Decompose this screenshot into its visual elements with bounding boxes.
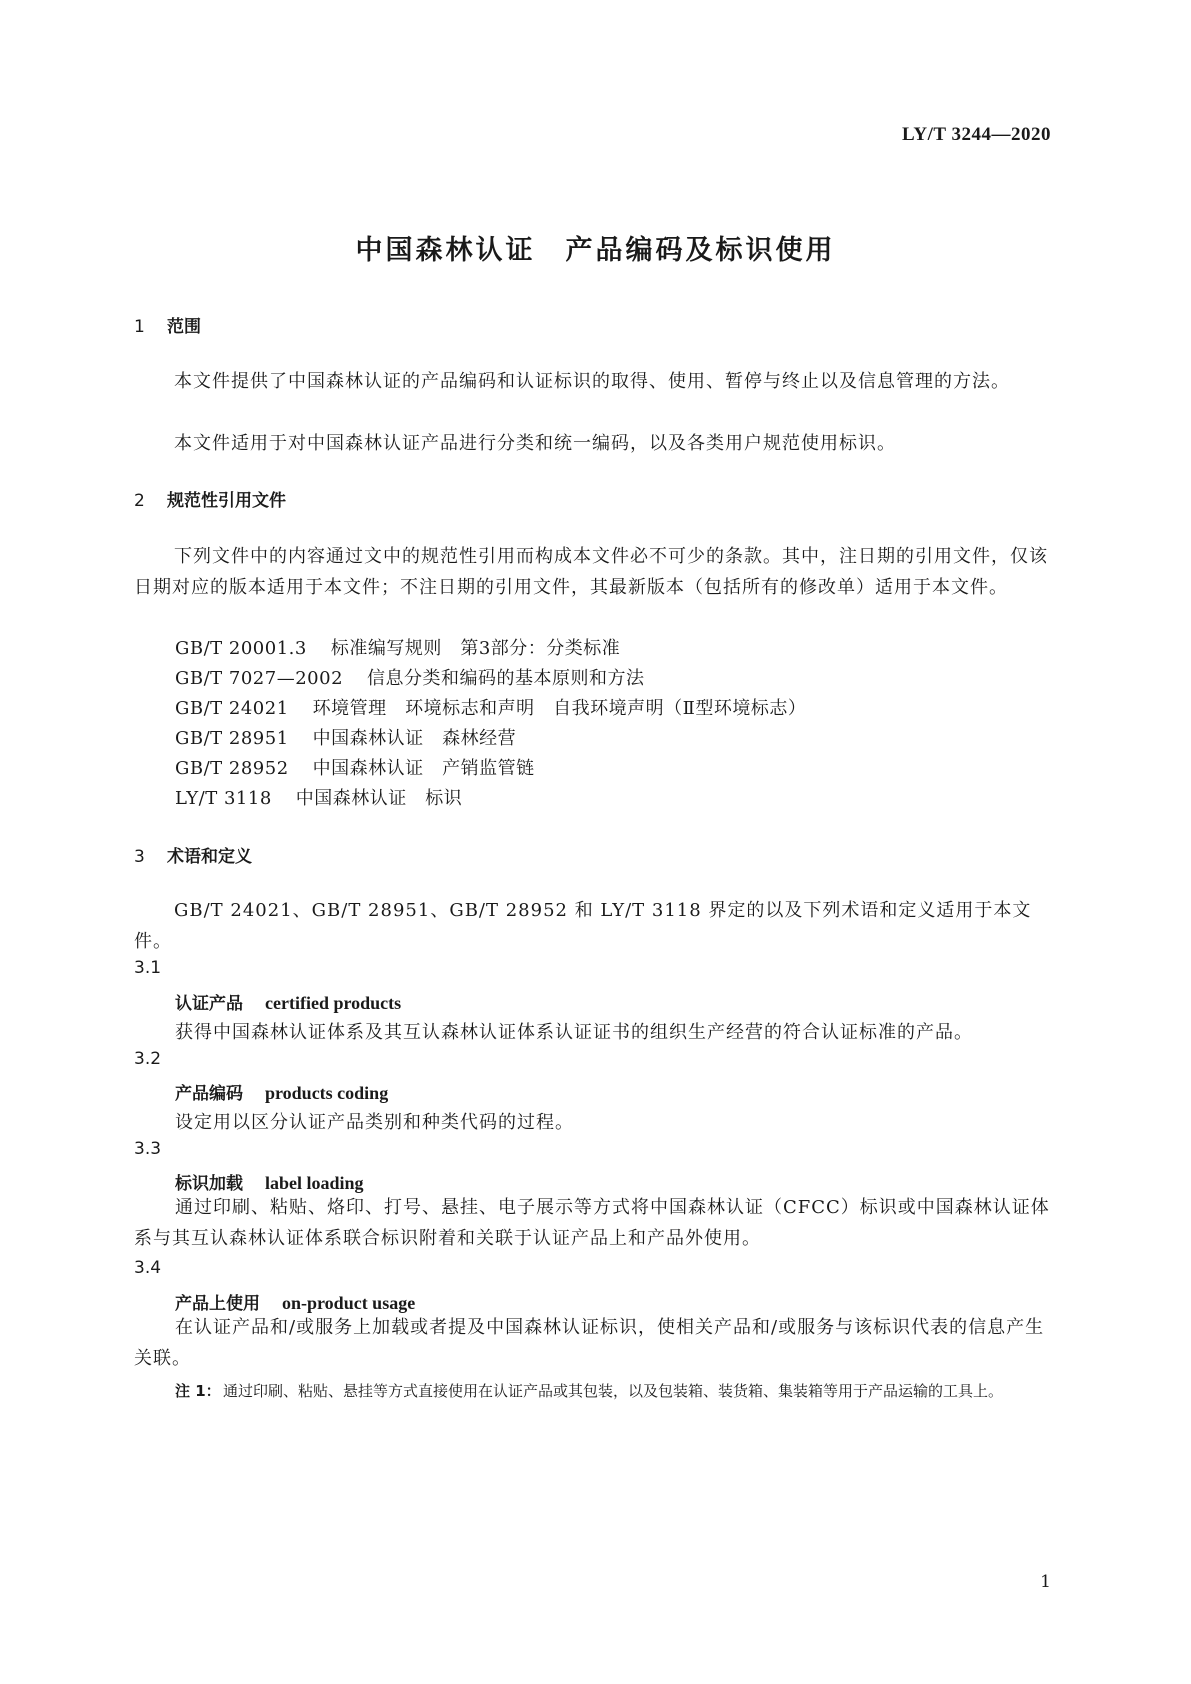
section-title: 规范性引用文件	[167, 491, 286, 511]
term-en: label loading	[265, 1173, 364, 1193]
term-heading	[175, 989, 401, 1014]
term-en: on-product usage	[282, 1293, 416, 1313]
reference-code: GB/T 28951	[175, 728, 289, 749]
term-zh: 产品编码	[175, 1084, 243, 1104]
reference-item	[175, 634, 620, 660]
note-label: 注 1：	[175, 1382, 221, 1400]
term-number: 3.2	[134, 1049, 162, 1069]
reference-code: GB/T 24021	[175, 698, 289, 719]
term-heading	[175, 1289, 415, 1314]
section-3-heading	[134, 842, 252, 867]
term-definition: 在认证产品和/或服务上加载或者提及中国森林认证标识，使相关产品和/或服务与该标识代表的信息产生关联。	[134, 1317, 1045, 1369]
term-number: 3.3	[134, 1139, 162, 1159]
term-en: products coding	[265, 1083, 389, 1103]
term-zh: 产品上使用	[175, 1294, 260, 1314]
reference-item	[175, 664, 645, 690]
term-number: 3.1	[134, 958, 162, 978]
term-heading	[175, 1169, 364, 1194]
page-title: 中国森林认证 产品编码及标识使用	[355, 235, 836, 266]
section-title: 术语和定义	[167, 847, 252, 867]
section-1-heading	[134, 312, 201, 337]
section-1-paragraph-2: 本文件适用于对中国森林认证产品进行分类和统一编码，以及各类用户规范使用标识。	[174, 433, 896, 454]
section-number: 1	[134, 317, 145, 337]
term-zh: 认证产品	[175, 994, 243, 1014]
reference-item	[175, 694, 806, 720]
reference-title: 环境管理 环境标志和声明 自我环境声明（Ⅱ型环境标志）	[312, 698, 807, 719]
term-heading	[175, 1079, 388, 1104]
reference-title: 中国森林认证 产销监管链	[312, 758, 535, 779]
term-number: 3.4	[134, 1258, 162, 1278]
section-3-intro: GB/T 24021、GB/T 28951、GB/T 28952 和 LY/T 3118 界定的以及下列术语和定义适用于本文件。	[134, 900, 1032, 952]
reference-code: LY/T 3118	[175, 788, 272, 809]
reference-title: 信息分类和编码的基本原则和方法	[367, 668, 645, 689]
section-title: 范围	[167, 317, 201, 337]
note-text: 通过印刷、粘贴、悬挂等方式直接使用在认证产品或其包装，以及包装箱、装货箱、集装箱等用于产品运输的工具上。	[223, 1382, 1004, 1400]
section-1-paragraph-1: 本文件提供了中国森林认证的产品编码和认证标识的取得、使用、暂停与终止以及信息管理的方法。	[174, 371, 1010, 392]
term-en: certified products	[265, 993, 402, 1013]
reference-title: 中国森林认证 标识	[295, 788, 463, 809]
term-definition: 获得中国森林认证体系及其互认森林认证体系认证证书的组织生产经营的符合认证标准的产品。	[175, 1022, 973, 1043]
page-number: 1	[1040, 1572, 1051, 1592]
section-number: 2	[134, 491, 145, 511]
term-definition: 设定用以区分认证产品类别和种类代码的过程。	[175, 1112, 574, 1133]
term-zh: 标识加载	[175, 1174, 243, 1194]
reference-item	[175, 754, 535, 780]
reference-code: GB/T 28952	[175, 758, 289, 779]
document-number: LY/T 3244—2020	[901, 124, 1051, 145]
reference-code: GB/T 7027—2002	[175, 668, 344, 689]
reference-item	[175, 784, 462, 810]
reference-title: 标准编写规则 第3部分：分类标准	[330, 638, 621, 659]
term-definition: 通过印刷、粘贴、烙印、打号、悬挂、电子展示等方式将中国森林认证（CFCC）标识或中国森林认证体系与其互认森林认证体系联合标识附着和关联于认证产品上和产品外使用。	[134, 1197, 1050, 1249]
section-2-heading	[134, 486, 286, 511]
section-number: 3	[134, 847, 145, 867]
reference-title: 中国森林认证 森林经营	[312, 728, 517, 749]
reference-item	[175, 724, 516, 750]
section-2-intro: 下列文件中的内容通过文中的规范性引用而构成本文件必不可少的条款。其中，注日期的引用文件，仅该日期对应的版本适用于本文件；不注日期的引用文件，其最新版本（包括所有的修改单）适用于本文件。	[134, 546, 1048, 598]
note	[175, 1378, 1108, 1405]
reference-code: GB/T 20001.3	[175, 638, 307, 659]
